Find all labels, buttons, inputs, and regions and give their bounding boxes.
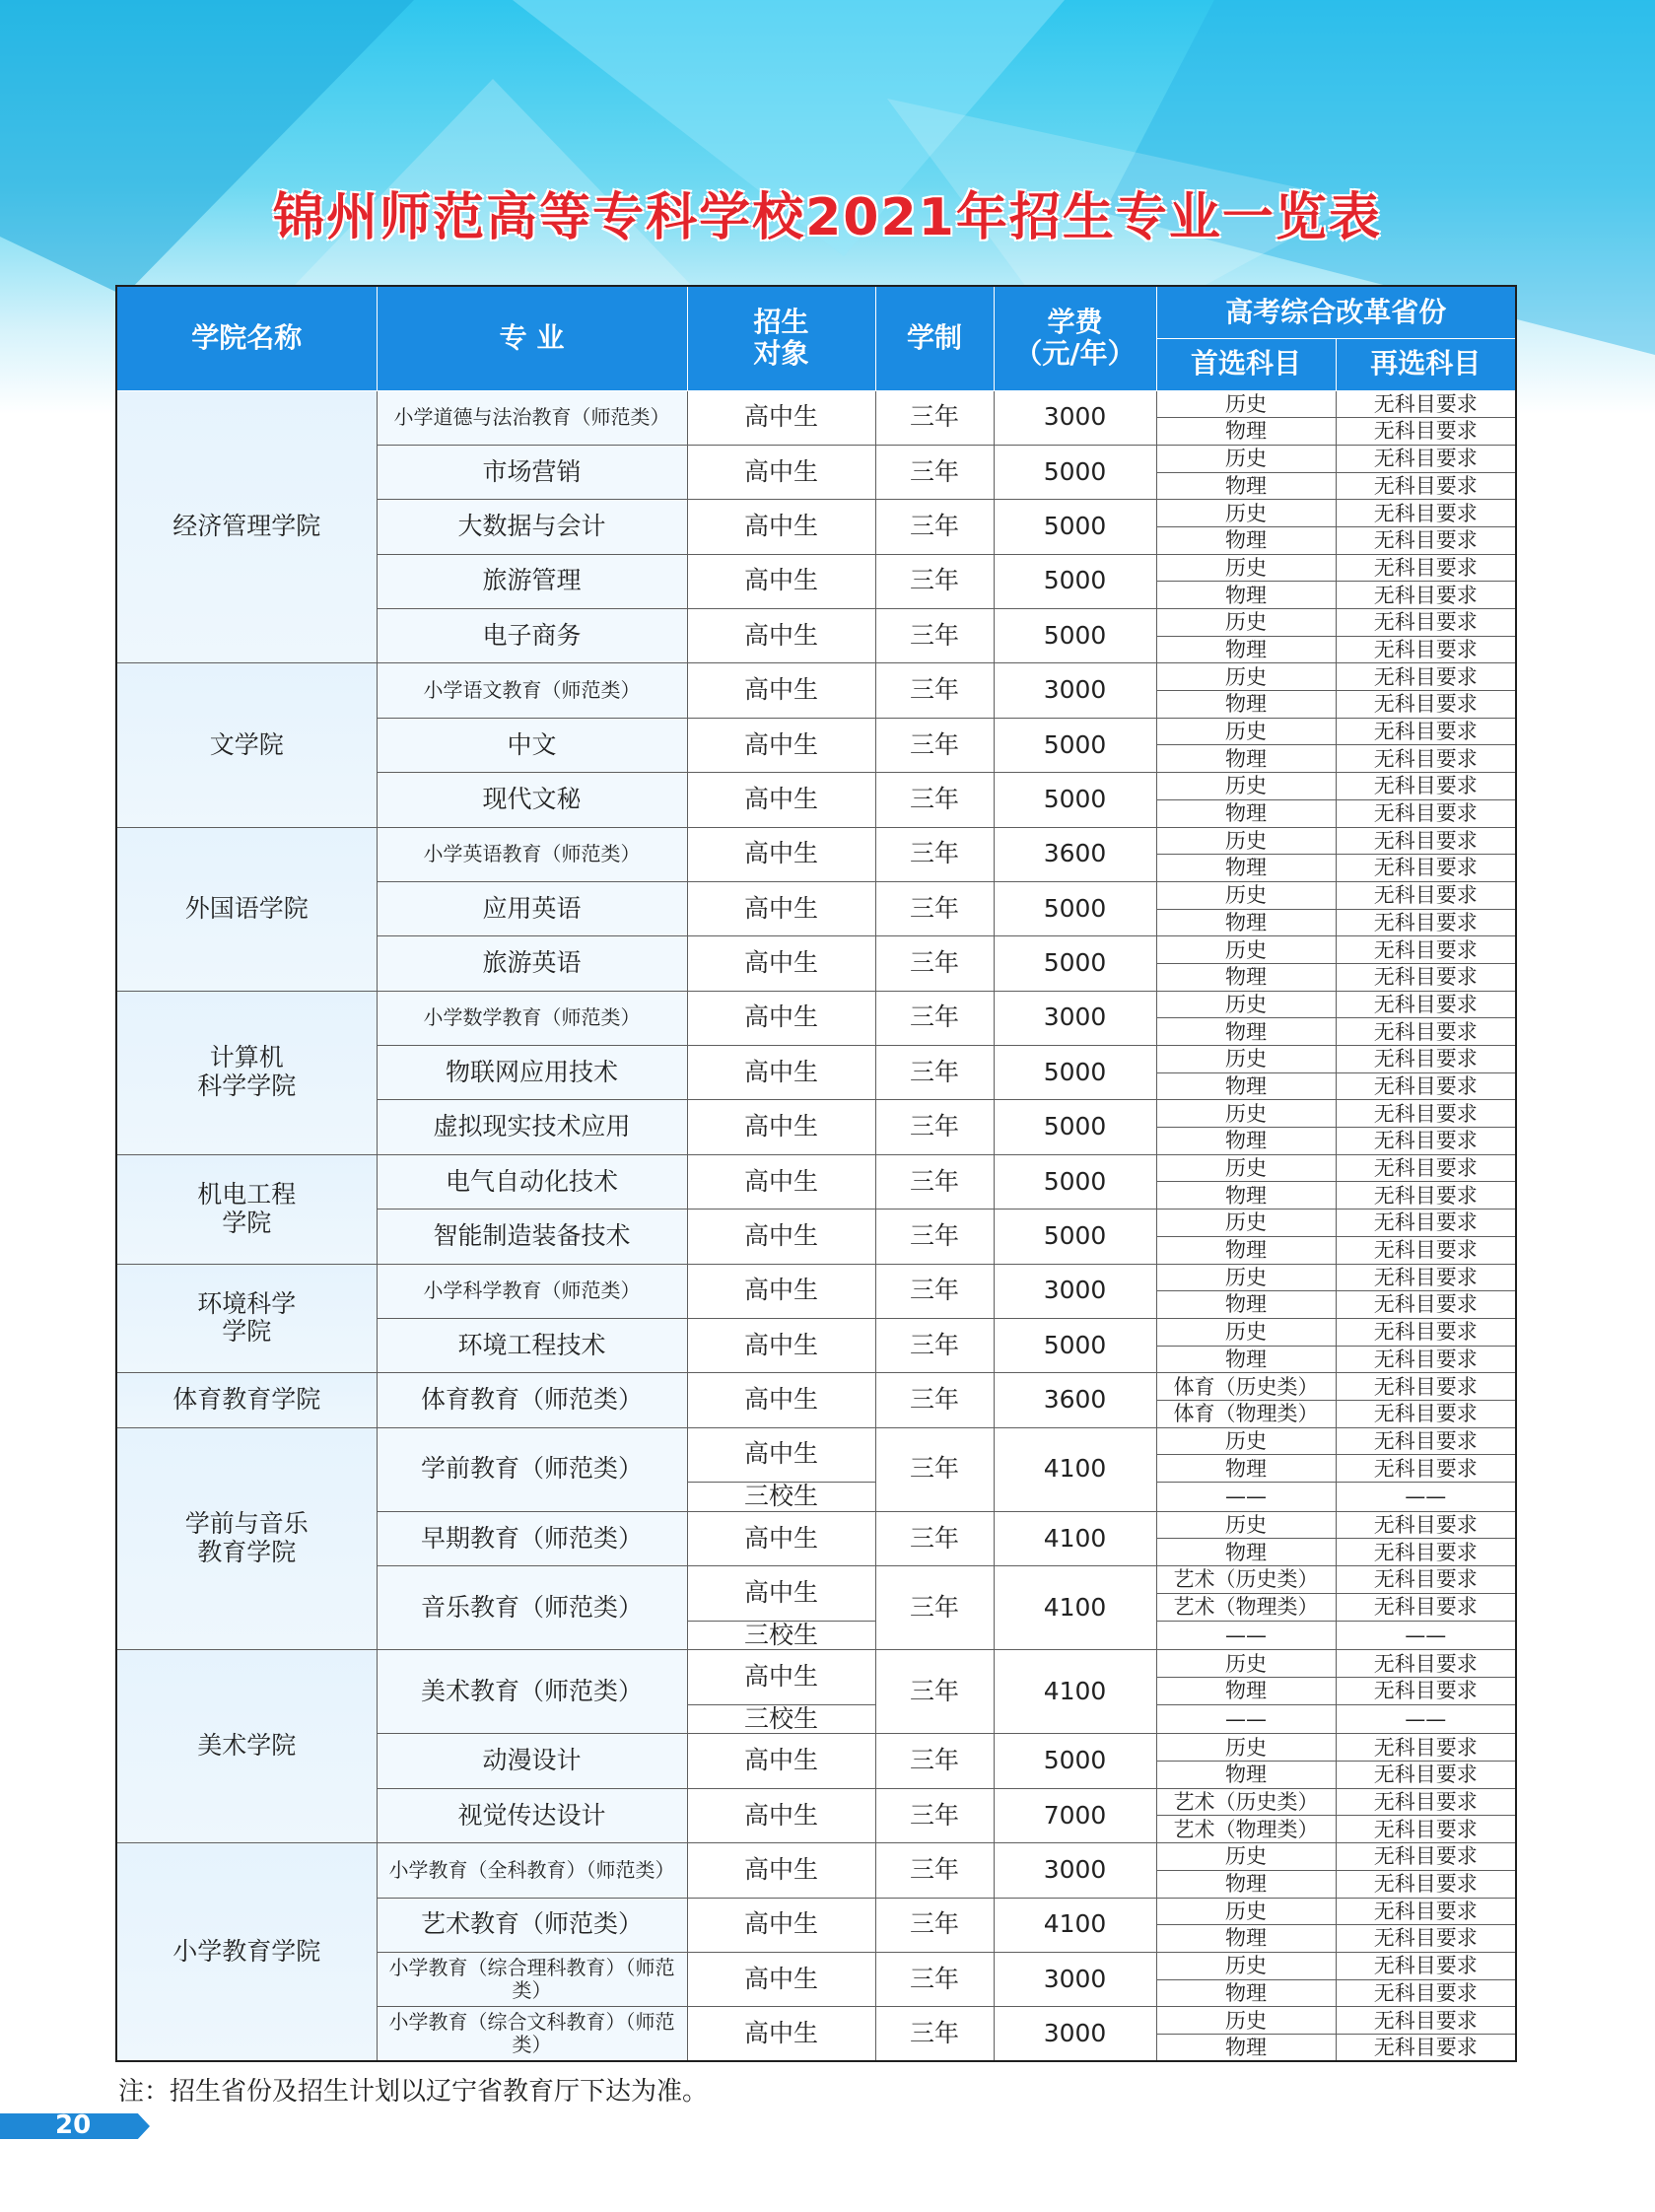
table-row — [116, 1264, 1516, 1291]
second-subject: 无科目要求 — [1336, 773, 1516, 800]
target-value: 高中生 — [687, 1100, 875, 1154]
major-name: 艺术教育（师范类） — [377, 1898, 687, 1952]
header-fee: 学费 （元/年） — [994, 286, 1156, 390]
college-name: 小学教育学院 — [116, 1843, 377, 2062]
second-subject: 无科目要求 — [1336, 390, 1516, 418]
first-subject: 历史 — [1156, 1511, 1336, 1539]
first-subject: 物理 — [1156, 1539, 1336, 1566]
second-subject: 无科目要求 — [1336, 1455, 1516, 1483]
major-name: 小学教育（全科教育）（师范类） — [377, 1843, 687, 1898]
second-subject: 无科目要求 — [1336, 1979, 1516, 2007]
second-subject: 无科目要求 — [1336, 1154, 1516, 1182]
second-subject: 无科目要求 — [1336, 1291, 1516, 1319]
major-name: 智能制造装备技术 — [377, 1210, 687, 1264]
target-value: 高中生 — [687, 1511, 875, 1565]
second-subject: 无科目要求 — [1336, 636, 1516, 663]
duration-value: 三年 — [875, 1650, 994, 1734]
second-subject: 无科目要求 — [1336, 663, 1516, 691]
major-name: 美术教育（师范类） — [377, 1650, 687, 1734]
duration-value: 三年 — [875, 991, 994, 1045]
target-value: 高中生 — [687, 991, 875, 1045]
footnote: 注：招生省份及招生计划以辽宁省教育厅下达为准。 — [118, 2077, 709, 2107]
second-subject: —— — [1336, 1483, 1516, 1512]
major-name: 虚拟现实技术应用 — [377, 1100, 687, 1154]
duration-value: 三年 — [875, 1734, 994, 1788]
second-subject: 无科目要求 — [1336, 2034, 1516, 2061]
second-subject: 无科目要求 — [1336, 1650, 1516, 1678]
first-subject: 物理 — [1156, 526, 1336, 554]
target-value: 高中生 — [687, 1898, 875, 1952]
target-value: 高中生 — [687, 1154, 875, 1209]
second-subject: 无科目要求 — [1336, 554, 1516, 582]
fee-value: 5000 — [994, 554, 1156, 608]
table-row — [116, 1427, 1516, 1455]
second-subject: 无科目要求 — [1336, 1182, 1516, 1210]
target-value: 高中生 — [687, 773, 875, 827]
table-row — [116, 991, 1516, 1018]
first-subject: 历史 — [1156, 445, 1336, 472]
first-subject: 历史 — [1156, 991, 1336, 1018]
college-name: 外国语学院 — [116, 827, 377, 991]
table-body — [116, 390, 1516, 2061]
first-subject: 历史 — [1156, 1843, 1336, 1871]
target-value: 高中生 — [687, 2007, 875, 2061]
header-first-subject: 首选科目 — [1156, 338, 1336, 390]
target-value: 高中生 — [687, 881, 875, 935]
second-subject: 无科目要求 — [1336, 1870, 1516, 1898]
first-subject: 物理 — [1156, 1236, 1336, 1264]
table-row — [116, 1373, 1516, 1401]
major-name: 视觉传达设计 — [377, 1788, 687, 1842]
fee-value: 5000 — [994, 881, 1156, 935]
fee-value: 5000 — [994, 1046, 1156, 1100]
first-subject: 物理 — [1156, 855, 1336, 882]
major-name: 应用英语 — [377, 881, 687, 935]
target-value: 高中生 — [687, 445, 875, 499]
duration-value: 三年 — [875, 773, 994, 827]
second-subject: 无科目要求 — [1336, 472, 1516, 500]
fee-value: 3600 — [994, 827, 1156, 881]
major-name: 电气自动化技术 — [377, 1154, 687, 1209]
fee-value: 5000 — [994, 1154, 1156, 1209]
fee-value: 4100 — [994, 1898, 1156, 1952]
target-value: 高中生 — [687, 1264, 875, 1318]
second-subject: 无科目要求 — [1336, 718, 1516, 745]
major-name: 小学道德与法治教育（师范类） — [377, 390, 687, 445]
first-subject: 物理 — [1156, 472, 1336, 500]
page-title: 锦州师范高等专科学校2021年招生专业一览表 — [273, 188, 1382, 247]
duration-value: 三年 — [875, 1898, 994, 1952]
first-subject: 物理 — [1156, 1291, 1336, 1319]
first-subject: 历史 — [1156, 1046, 1336, 1073]
second-subject: —— — [1336, 1704, 1516, 1734]
first-subject: 物理 — [1156, 1979, 1336, 2007]
first-subject: 历史 — [1156, 500, 1336, 527]
target-value: 高中生 — [687, 1952, 875, 2006]
duration-value: 三年 — [875, 1264, 994, 1318]
first-subject: 物理 — [1156, 1455, 1336, 1483]
major-name: 小学语文教育（师范类） — [377, 663, 687, 718]
page-number: 20 — [55, 2110, 92, 2140]
second-subject: 无科目要求 — [1336, 963, 1516, 991]
target-value: 高中生 — [687, 1788, 875, 1842]
first-subject: 历史 — [1156, 1898, 1336, 1925]
second-subject: 无科目要求 — [1336, 881, 1516, 909]
table-row — [116, 663, 1516, 691]
first-subject: 历史 — [1156, 2007, 1336, 2035]
second-subject: 无科目要求 — [1336, 1816, 1516, 1843]
first-subject: 历史 — [1156, 663, 1336, 691]
duration-value: 三年 — [875, 609, 994, 663]
first-subject: 物理 — [1156, 1018, 1336, 1046]
first-subject: 艺术（物理类） — [1156, 1593, 1336, 1621]
duration-value: 三年 — [875, 936, 994, 991]
fee-value: 4100 — [994, 1511, 1156, 1565]
table-row — [116, 1650, 1516, 1678]
first-subject: —— — [1156, 1704, 1336, 1734]
second-subject: 无科目要求 — [1336, 745, 1516, 773]
first-subject: 物理 — [1156, 799, 1336, 827]
college-name: 计算机 科学学院 — [116, 991, 377, 1154]
first-subject: 历史 — [1156, 936, 1336, 964]
fee-value: 3000 — [994, 1843, 1156, 1898]
target-value: 高中生 — [687, 663, 875, 718]
fee-value: 5000 — [994, 718, 1156, 772]
first-subject: 艺术（物理类） — [1156, 1816, 1336, 1843]
second-subject: 无科目要求 — [1336, 1128, 1516, 1155]
major-name: 小学科学教育（师范类） — [377, 1264, 687, 1318]
fee-value: 5000 — [994, 773, 1156, 827]
duration-value: 三年 — [875, 2007, 994, 2061]
major-name: 现代文秘 — [377, 773, 687, 827]
fee-value: 5000 — [994, 1210, 1156, 1264]
table-row — [116, 827, 1516, 855]
major-name: 电子商务 — [377, 609, 687, 663]
major-name: 市场营销 — [377, 445, 687, 499]
first-subject: 物理 — [1156, 636, 1336, 663]
second-subject: 无科目要求 — [1336, 1264, 1516, 1291]
major-name: 音乐教育（师范类） — [377, 1566, 687, 1650]
fee-value: 3600 — [994, 1373, 1156, 1427]
fee-value: 3000 — [994, 991, 1156, 1045]
second-subject: 无科目要求 — [1336, 1843, 1516, 1871]
target-value: 高中生 — [687, 827, 875, 881]
first-subject: 历史 — [1156, 827, 1336, 855]
first-subject: 历史 — [1156, 1734, 1336, 1762]
second-subject: 无科目要求 — [1336, 1100, 1516, 1128]
target-value: 高中生 — [687, 936, 875, 991]
second-subject: 无科目要求 — [1336, 1373, 1516, 1401]
major-name: 小学数学教育（师范类） — [377, 991, 687, 1045]
second-subject: 无科目要求 — [1336, 1427, 1516, 1455]
first-subject: 历史 — [1156, 773, 1336, 800]
college-name: 学前与音乐 教育学院 — [116, 1427, 377, 1650]
major-name: 学前教育（师范类） — [377, 1427, 687, 1511]
major-name: 环境工程技术 — [377, 1318, 687, 1372]
duration-value: 三年 — [875, 1373, 994, 1427]
second-subject: 无科目要求 — [1336, 855, 1516, 882]
duration-value: 三年 — [875, 718, 994, 772]
duration-value: 三年 — [875, 1511, 994, 1565]
second-subject: 无科目要求 — [1336, 582, 1516, 609]
target-value: 高中生 — [687, 390, 875, 445]
major-name: 小学教育（综合理科教育）（师范类） — [377, 1952, 687, 2006]
major-name: 动漫设计 — [377, 1734, 687, 1788]
college-name: 美术学院 — [116, 1650, 377, 1843]
first-subject: 物理 — [1156, 2034, 1336, 2061]
target-value: 高中生 — [687, 554, 875, 608]
first-subject: 艺术（历史类） — [1156, 1788, 1336, 1816]
fee-value: 7000 — [994, 1788, 1156, 1842]
first-subject: 历史 — [1156, 1100, 1336, 1128]
first-subject: 历史 — [1156, 390, 1336, 418]
first-subject: 历史 — [1156, 554, 1336, 582]
fee-value: 5000 — [994, 1734, 1156, 1788]
second-subject: 无科目要求 — [1336, 991, 1516, 1018]
duration-value: 三年 — [875, 827, 994, 881]
first-subject: 物理 — [1156, 1925, 1336, 1953]
second-subject: 无科目要求 — [1336, 827, 1516, 855]
fee-value: 5000 — [994, 445, 1156, 499]
target-value: 三校生 — [687, 1621, 875, 1650]
fee-value: 4100 — [994, 1566, 1156, 1650]
first-subject: 物理 — [1156, 1128, 1336, 1155]
second-subject: 无科目要求 — [1336, 691, 1516, 719]
first-subject: 物理 — [1156, 909, 1336, 936]
second-subject: 无科目要求 — [1336, 1952, 1516, 1979]
first-subject: 物理 — [1156, 691, 1336, 719]
first-subject: 历史 — [1156, 609, 1336, 637]
second-subject: 无科目要求 — [1336, 1898, 1516, 1925]
college-name: 机电工程 学院 — [116, 1154, 377, 1264]
first-subject: 物理 — [1156, 1072, 1336, 1100]
college-name: 文学院 — [116, 663, 377, 827]
duration-value: 三年 — [875, 663, 994, 718]
first-subject: 历史 — [1156, 1264, 1336, 1291]
header-duration: 学制 — [875, 286, 994, 390]
first-subject: 物理 — [1156, 1870, 1336, 1898]
first-subject: 物理 — [1156, 582, 1336, 609]
target-value: 高中生 — [687, 1210, 875, 1264]
target-value: 三校生 — [687, 1483, 875, 1512]
table-row — [116, 1154, 1516, 1182]
first-subject: 历史 — [1156, 1427, 1336, 1455]
first-subject: 物理 — [1156, 745, 1336, 773]
target-value: 高中生 — [687, 1373, 875, 1427]
target-value: 高中生 — [687, 1734, 875, 1788]
second-subject: 无科目要求 — [1336, 1400, 1516, 1427]
table-row — [116, 1843, 1516, 1871]
first-subject: 艺术（历史类） — [1156, 1566, 1336, 1594]
target-value: 三校生 — [687, 1704, 875, 1734]
fee-value: 5000 — [994, 609, 1156, 663]
second-subject: 无科目要求 — [1336, 799, 1516, 827]
major-name: 中文 — [377, 718, 687, 772]
second-subject: 无科目要求 — [1336, 418, 1516, 446]
second-subject: 无科目要求 — [1336, 1925, 1516, 1953]
major-name: 旅游管理 — [377, 554, 687, 608]
fee-value: 5000 — [994, 1318, 1156, 1372]
duration-value: 三年 — [875, 390, 994, 445]
second-subject: 无科目要求 — [1336, 1236, 1516, 1264]
duration-value: 三年 — [875, 1100, 994, 1154]
first-subject: 物理 — [1156, 1182, 1336, 1210]
second-subject: 无科目要求 — [1336, 1046, 1516, 1073]
duration-value: 三年 — [875, 1318, 994, 1372]
first-subject: 历史 — [1156, 881, 1336, 909]
first-subject: 历史 — [1156, 1210, 1336, 1237]
header-major: 专 业 — [377, 286, 687, 390]
major-name: 体育教育（师范类） — [377, 1373, 687, 1427]
first-subject: 体育（物理类） — [1156, 1400, 1336, 1427]
duration-value: 三年 — [875, 881, 994, 935]
target-value: 高中生 — [687, 1650, 875, 1704]
duration-value: 三年 — [875, 445, 994, 499]
second-subject: 无科目要求 — [1336, 936, 1516, 964]
duration-value: 三年 — [875, 1788, 994, 1842]
major-name: 物联网应用技术 — [377, 1046, 687, 1100]
header-reform: 高考综合改革省份 — [1156, 286, 1516, 338]
first-subject: 体育（历史类） — [1156, 1373, 1336, 1401]
fee-value: 5000 — [994, 936, 1156, 991]
second-subject: 无科目要求 — [1336, 1539, 1516, 1566]
major-name: 小学英语教育（师范类） — [377, 827, 687, 881]
target-value: 高中生 — [687, 1843, 875, 1898]
header-second-subject: 再选科目 — [1336, 338, 1516, 390]
first-subject: 历史 — [1156, 1650, 1336, 1678]
fee-value: 4100 — [994, 1427, 1156, 1511]
duration-value: 三年 — [875, 554, 994, 608]
first-subject: —— — [1156, 1483, 1336, 1512]
second-subject: 无科目要求 — [1336, 2007, 1516, 2035]
target-value: 高中生 — [687, 718, 875, 772]
header-target: 招生 对象 — [687, 286, 875, 390]
first-subject: 物理 — [1156, 1762, 1336, 1789]
second-subject: 无科目要求 — [1336, 526, 1516, 554]
target-value: 高中生 — [687, 1427, 875, 1482]
second-subject: —— — [1336, 1621, 1516, 1650]
second-subject: 无科目要求 — [1336, 1318, 1516, 1346]
college-name: 环境科学 学院 — [116, 1264, 377, 1373]
second-subject: 无科目要求 — [1336, 1346, 1516, 1373]
second-subject: 无科目要求 — [1336, 1210, 1516, 1237]
duration-value: 三年 — [875, 1427, 994, 1511]
second-subject: 无科目要求 — [1336, 609, 1516, 637]
second-subject: 无科目要求 — [1336, 1677, 1516, 1704]
header-college: 学院名称 — [116, 286, 377, 390]
second-subject: 无科目要求 — [1336, 909, 1516, 936]
major-name: 早期教育（师范类） — [377, 1511, 687, 1565]
second-subject: 无科目要求 — [1336, 445, 1516, 472]
table-row — [116, 390, 1516, 418]
fee-value: 3000 — [994, 390, 1156, 445]
college-name: 经济管理学院 — [116, 390, 377, 663]
first-subject: 历史 — [1156, 1154, 1336, 1182]
second-subject: 无科目要求 — [1336, 1593, 1516, 1621]
fee-value: 4100 — [994, 1650, 1156, 1734]
second-subject: 无科目要求 — [1336, 1511, 1516, 1539]
second-subject: 无科目要求 — [1336, 500, 1516, 527]
duration-value: 三年 — [875, 500, 994, 554]
target-value: 高中生 — [687, 500, 875, 554]
second-subject: 无科目要求 — [1336, 1734, 1516, 1762]
first-subject: 历史 — [1156, 1318, 1336, 1346]
second-subject: 无科目要求 — [1336, 1072, 1516, 1100]
first-subject: —— — [1156, 1621, 1336, 1650]
major-name: 旅游英语 — [377, 936, 687, 991]
fee-value: 3000 — [994, 2007, 1156, 2061]
major-name: 小学教育（综合文科教育）（师范类） — [377, 2007, 687, 2061]
duration-value: 三年 — [875, 1210, 994, 1264]
fee-value: 3000 — [994, 1952, 1156, 2006]
first-subject: 物理 — [1156, 963, 1336, 991]
first-subject: 历史 — [1156, 1952, 1336, 1979]
admissions-table — [115, 285, 1517, 2062]
second-subject: 无科目要求 — [1336, 1788, 1516, 1816]
second-subject: 无科目要求 — [1336, 1018, 1516, 1046]
first-subject: 历史 — [1156, 718, 1336, 745]
duration-value: 三年 — [875, 1046, 994, 1100]
duration-value: 三年 — [875, 1952, 994, 2006]
fee-value: 5000 — [994, 500, 1156, 554]
first-subject: 物理 — [1156, 1346, 1336, 1373]
target-value: 高中生 — [687, 609, 875, 663]
second-subject: 无科目要求 — [1336, 1566, 1516, 1594]
target-value: 高中生 — [687, 1566, 875, 1621]
fee-value: 3000 — [994, 663, 1156, 718]
duration-value: 三年 — [875, 1566, 994, 1650]
major-name: 大数据与会计 — [377, 500, 687, 554]
duration-value: 三年 — [875, 1154, 994, 1209]
first-subject: 物理 — [1156, 1677, 1336, 1704]
fee-value: 5000 — [994, 1100, 1156, 1154]
second-subject: 无科目要求 — [1336, 1762, 1516, 1789]
fee-value: 3000 — [994, 1264, 1156, 1318]
duration-value: 三年 — [875, 1843, 994, 1898]
target-value: 高中生 — [687, 1046, 875, 1100]
first-subject: 物理 — [1156, 418, 1336, 446]
college-name: 体育教育学院 — [116, 1373, 377, 1427]
target-value: 高中生 — [687, 1318, 875, 1372]
